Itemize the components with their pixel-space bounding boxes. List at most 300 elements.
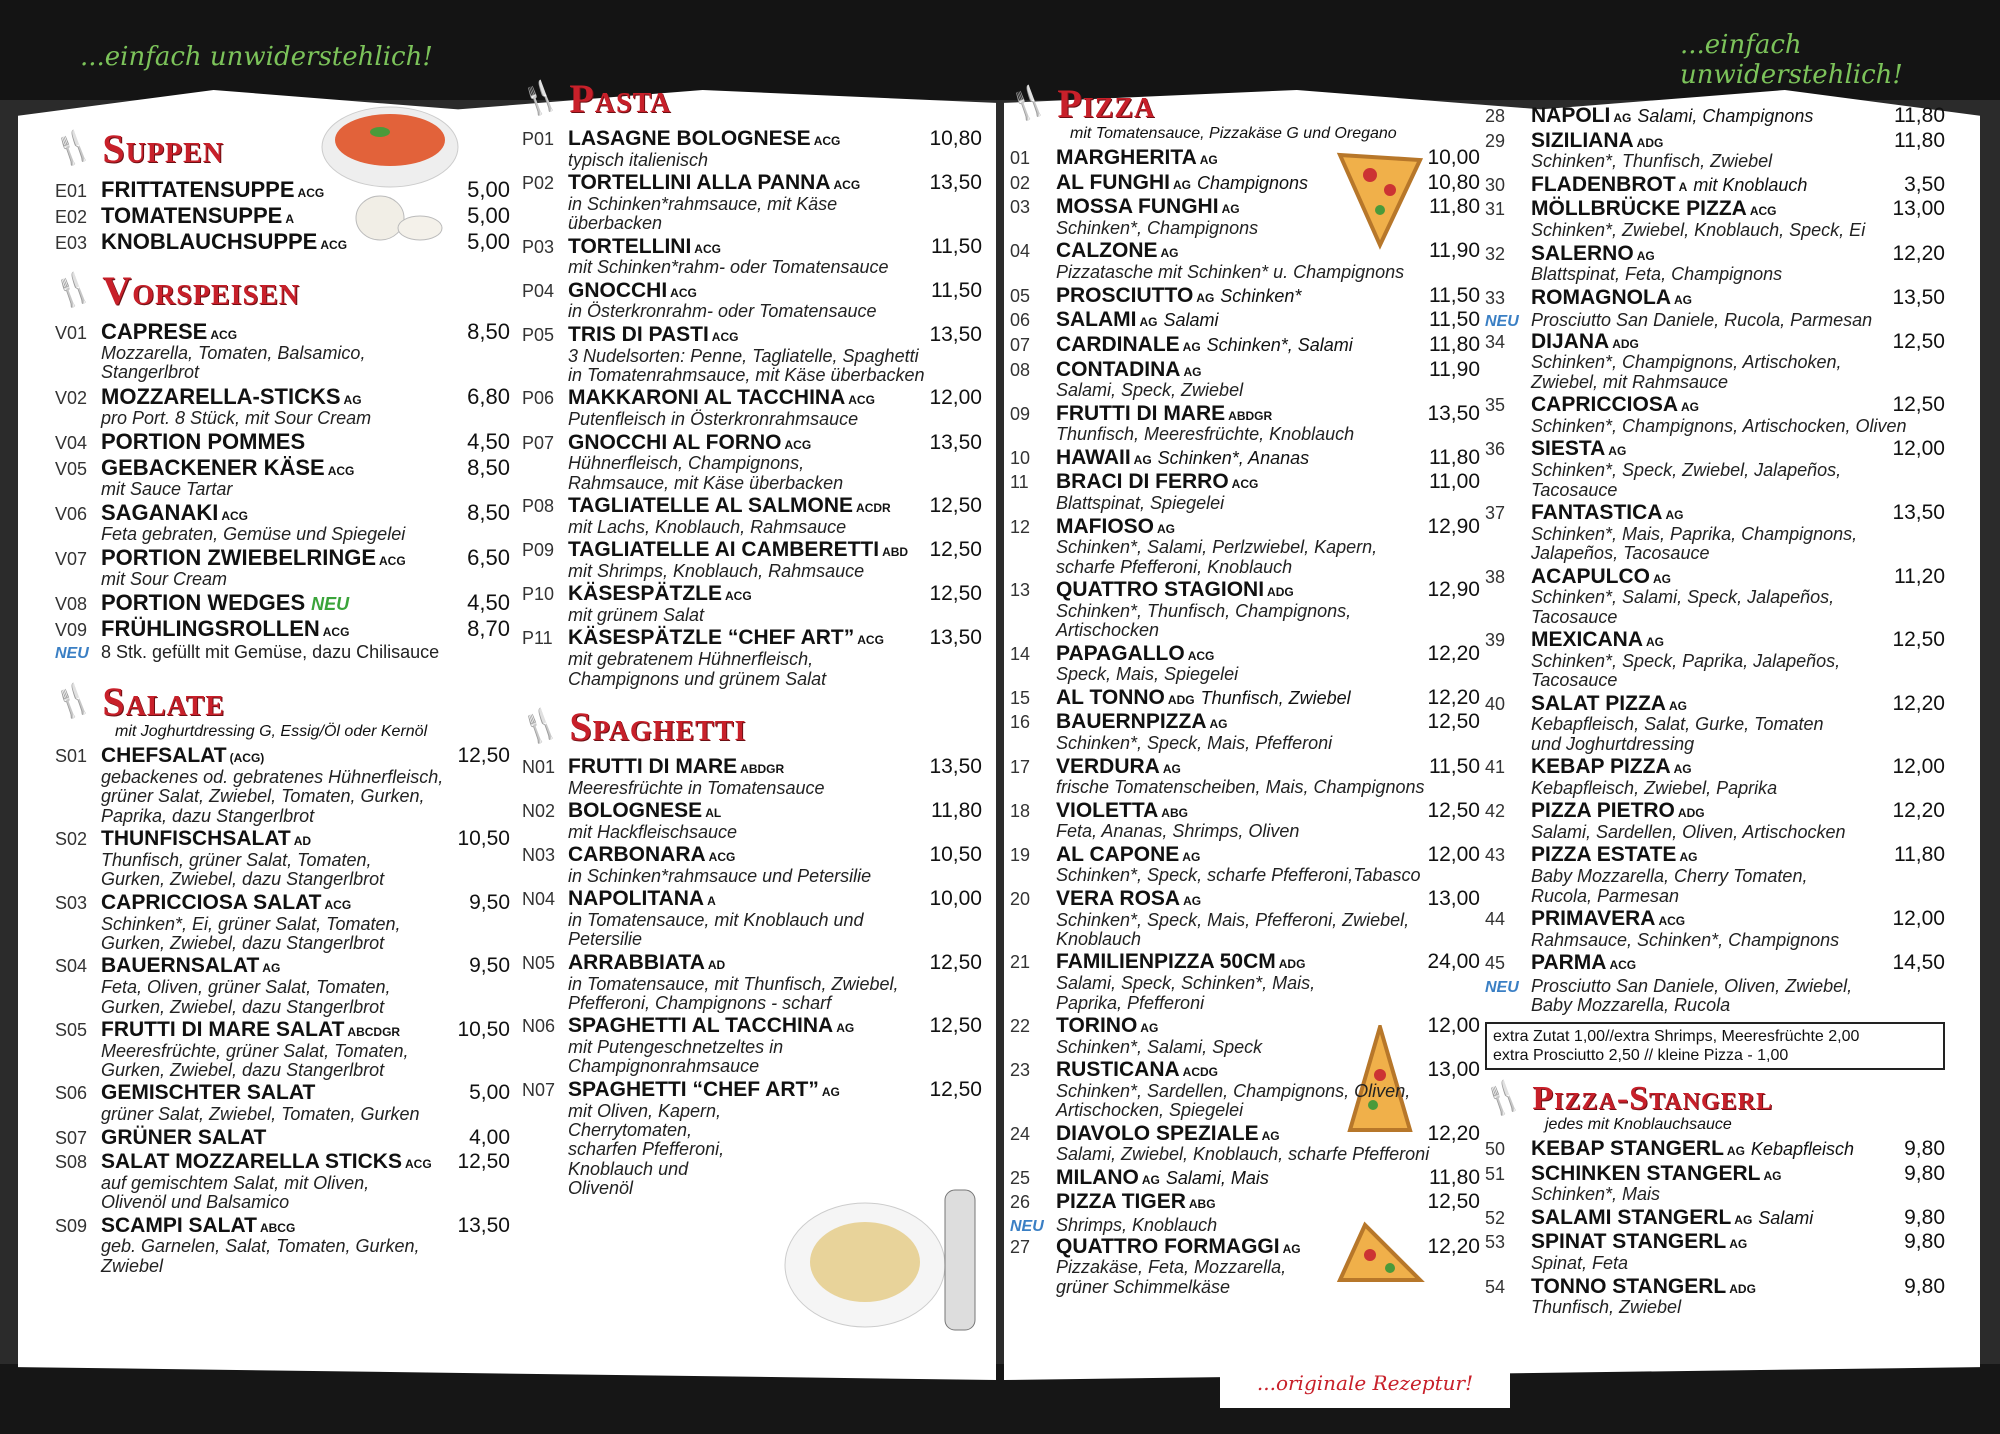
item-code: P06 bbox=[522, 388, 555, 409]
allergen-codes: ACG bbox=[711, 329, 739, 344]
allergen-codes: AG bbox=[836, 1021, 855, 1036]
item-price: 10,50 bbox=[457, 827, 510, 851]
cutlery-icon: 🍴 bbox=[1480, 1077, 1527, 1121]
item-price: 3,50 bbox=[1904, 172, 1945, 196]
allergen-codes: AG bbox=[1673, 762, 1692, 777]
menu-item-neu-note bbox=[55, 643, 510, 662]
item-price: 12,50 bbox=[1427, 1190, 1480, 1214]
item-name: SCAMPI SALAT bbox=[101, 1213, 257, 1237]
item-description: Thunfisch, Zwiebel bbox=[1531, 1297, 1682, 1318]
allergen-codes: ACG bbox=[210, 328, 238, 343]
menu-item-row bbox=[1010, 1191, 1480, 1214]
menu-item-row bbox=[55, 456, 510, 480]
item-description: Paprika, Pfefferoni bbox=[1056, 992, 1205, 1013]
item-name: VERA ROSA bbox=[1056, 886, 1181, 910]
item-price: 11,50 bbox=[931, 234, 982, 258]
item-description: mit grünem Salat bbox=[568, 604, 705, 625]
section-title: Salate bbox=[102, 679, 225, 725]
item-price: 12,50 bbox=[1427, 710, 1480, 734]
item-name: PROSCIUTTO bbox=[1056, 283, 1194, 307]
menu-item bbox=[1010, 711, 1480, 753]
item-code: 54 bbox=[1485, 1276, 1506, 1297]
section-header-salate bbox=[50, 678, 510, 725]
item-price: 13,50 bbox=[929, 626, 982, 650]
item-name: CAPRICCIOSA bbox=[1531, 393, 1679, 417]
item-price: 10,00 bbox=[1427, 146, 1480, 169]
item-name: ROMAGNOLA bbox=[1531, 285, 1671, 309]
item-price: 12,90 bbox=[1427, 514, 1480, 538]
menu-item bbox=[1010, 1123, 1480, 1165]
item-description: mit Putengeschnetzeltes in bbox=[568, 1037, 784, 1058]
col-pasta-spaghetti bbox=[517, 75, 982, 1201]
menu-item bbox=[1010, 196, 1480, 238]
allergen-codes: AG bbox=[1763, 1168, 1782, 1183]
item-description: Artischocken bbox=[1056, 620, 1160, 641]
item-description: Putenfleisch in Österkronrahmsauce bbox=[568, 409, 859, 430]
item-description: Salami, Zwiebel, Knoblauch, scharfe Pfefferoni bbox=[1056, 1144, 1430, 1165]
cutlery-icon: 🍴 bbox=[517, 76, 564, 121]
menu-item-row bbox=[522, 1079, 982, 1102]
item-description: Jalapeños, Tacosauce bbox=[1531, 543, 1710, 564]
item-price: 5,00 bbox=[469, 1081, 510, 1105]
item-description: Cherrytomaten, bbox=[568, 1120, 693, 1141]
item-price: 6,50 bbox=[467, 545, 510, 571]
menu-item-row bbox=[522, 844, 982, 867]
menu-item bbox=[55, 955, 510, 1017]
allergen-codes: AG bbox=[1183, 893, 1202, 908]
menu-item-row bbox=[1010, 711, 1480, 734]
menu-item bbox=[1485, 756, 1945, 798]
menu-item bbox=[1485, 243, 1945, 285]
menu-item bbox=[522, 324, 982, 386]
item-name: TORTELLINI ALLA PANNA bbox=[568, 171, 831, 195]
item-price: 11,50 bbox=[1429, 754, 1480, 778]
menu-item-row bbox=[1485, 566, 1945, 589]
menu-item-row bbox=[55, 1151, 510, 1174]
item-price: 12,20 bbox=[1892, 799, 1945, 823]
item-code: N01 bbox=[522, 756, 556, 777]
item-price: 11,90 bbox=[1429, 357, 1480, 381]
item-code: 19 bbox=[1010, 844, 1031, 865]
menu-item bbox=[1010, 240, 1480, 282]
allergen-codes: AG bbox=[1133, 452, 1152, 467]
neu-badge: NEU bbox=[55, 644, 89, 662]
item-inline-description: Salami bbox=[1163, 310, 1219, 331]
menu-item-row bbox=[1485, 287, 1945, 310]
item-description: grüner Schimmelkäse bbox=[1056, 1276, 1231, 1297]
menu-item-row bbox=[522, 128, 982, 151]
allergen-codes: ACG bbox=[322, 625, 350, 640]
allergen-codes: ACG bbox=[1231, 477, 1259, 492]
menu-item bbox=[522, 432, 982, 494]
item-price: 13,00 bbox=[1427, 1058, 1480, 1082]
item-description: mit Oliven, Kapern, bbox=[568, 1100, 722, 1121]
item-description: Rahmsauce, mit Käse überbacken bbox=[568, 472, 844, 493]
allergen-codes: AG bbox=[1726, 1143, 1745, 1158]
menu-item bbox=[1010, 844, 1480, 886]
item-name: CALZONE bbox=[1056, 239, 1158, 263]
item-code: P05 bbox=[522, 324, 555, 345]
item-name: KEBAP STANGERL bbox=[1531, 1136, 1724, 1160]
item-code: E03 bbox=[55, 232, 88, 253]
menu-item-neu-note bbox=[1010, 1216, 1480, 1235]
item-description: Kebapfleisch, Zwiebel, Paprika bbox=[1531, 777, 1778, 798]
item-code: 13 bbox=[1010, 580, 1031, 601]
menu-item-row bbox=[1485, 800, 1945, 823]
item-price: 10,00 bbox=[929, 887, 982, 911]
menu-item-neu-note bbox=[1485, 311, 1945, 330]
menu-item-row bbox=[1485, 1207, 1945, 1230]
menu-item bbox=[1010, 147, 1480, 170]
allergen-codes: ADG bbox=[1267, 585, 1294, 600]
menu-item-row bbox=[55, 828, 510, 851]
item-description: typisch italienisch bbox=[568, 149, 709, 170]
item-code: 34 bbox=[1485, 331, 1506, 352]
item-description: gebackenes od. gebratenes Hühnerfleisch, bbox=[101, 766, 444, 787]
item-code: V08 bbox=[55, 594, 88, 615]
item-code: 16 bbox=[1010, 712, 1031, 733]
allergen-codes: AD bbox=[293, 834, 312, 849]
menu-item bbox=[1010, 1191, 1480, 1214]
item-description: Kebapfleisch, Salat, Gurke, Tomaten bbox=[1531, 714, 1824, 735]
allergen-codes: ADG bbox=[1677, 806, 1705, 821]
menu-item-row bbox=[1485, 844, 1945, 867]
item-code: 22 bbox=[1010, 1015, 1031, 1036]
menu-item bbox=[55, 546, 510, 589]
col-pizza-stangerl bbox=[1480, 104, 1945, 1320]
item-description: Olivenöl und Balsamico bbox=[101, 1192, 290, 1213]
item-name: FANTASTICA bbox=[1531, 500, 1663, 524]
menu-item bbox=[522, 128, 982, 170]
item-code: 12 bbox=[1010, 516, 1031, 537]
item-name: SAGANAKI bbox=[101, 500, 219, 525]
allergen-codes: AG bbox=[1199, 153, 1218, 167]
item-name: LASAGNE BOLOGNESE bbox=[568, 127, 811, 150]
item-code: S07 bbox=[55, 1127, 88, 1148]
menu-item-row bbox=[522, 756, 982, 779]
item-code: V01 bbox=[55, 323, 88, 344]
item-code: 40 bbox=[1485, 693, 1506, 714]
item-inline-description: mit Knoblauch bbox=[1693, 174, 1808, 195]
allergen-codes: AG bbox=[1182, 339, 1201, 354]
item-description: Meeresfrüchte, grüner Salat, Tomaten, bbox=[101, 1040, 409, 1061]
menu-item bbox=[1485, 105, 1945, 128]
allergen-codes: ACG bbox=[1658, 913, 1686, 928]
item-description: Gurken, Zwiebel, dazu Stangerlbrot bbox=[101, 996, 385, 1017]
menu-item-row bbox=[55, 430, 510, 454]
allergen-codes: AG bbox=[1183, 364, 1202, 379]
item-price: 12,50 bbox=[929, 1014, 982, 1038]
item-code: P08 bbox=[522, 496, 555, 517]
item-description: mit Lachs, Knoblauch, Rahmsauce bbox=[568, 516, 847, 537]
menu-item bbox=[522, 800, 982, 842]
allergen-codes: AG bbox=[1157, 521, 1175, 536]
item-price: 13,50 bbox=[929, 754, 982, 778]
menu-item-row bbox=[1010, 240, 1480, 263]
allergen-codes: ACG bbox=[694, 241, 721, 256]
item-name: RUSTICANA bbox=[1056, 1058, 1180, 1082]
item-code: V06 bbox=[55, 504, 88, 524]
item-description: Schinken*, Speck, Mais, Pfefferoni, Zwiebel, bbox=[1056, 909, 1410, 930]
item-code: P01 bbox=[522, 129, 555, 149]
item-name: VIOLETTA bbox=[1056, 798, 1159, 822]
menu-item bbox=[1010, 951, 1480, 1013]
item-price: 13,50 bbox=[929, 171, 982, 195]
item-price: 12,20 bbox=[1427, 1121, 1480, 1145]
item-description: Rahmsauce, Schinken*, Champignons bbox=[1531, 929, 1840, 950]
item-code: P11 bbox=[522, 628, 553, 649]
allergen-codes: ACG bbox=[1187, 648, 1215, 663]
allergen-codes: ACDG bbox=[1182, 1065, 1219, 1080]
item-name: SPINAT STANGERL bbox=[1531, 1230, 1727, 1254]
item-code: S05 bbox=[55, 1019, 88, 1040]
item-description: Salami, Sardellen, Oliven, Artischocken bbox=[1531, 821, 1846, 842]
item-name: PIZZA TIGER bbox=[1056, 1190, 1186, 1214]
item-inline-description: Salami, Mais bbox=[1165, 1167, 1269, 1188]
menu-item bbox=[1485, 629, 1945, 691]
item-code: 50 bbox=[1485, 1138, 1506, 1159]
menu-item bbox=[1010, 309, 1480, 332]
allergen-codes: AG bbox=[1172, 177, 1191, 192]
item-code: 35 bbox=[1485, 395, 1506, 416]
allergen-codes: ABDGR bbox=[740, 761, 785, 776]
menu-item bbox=[1485, 566, 1945, 628]
item-code: S01 bbox=[55, 746, 88, 767]
item-description: Schinken*, Thunfisch, Zwiebel bbox=[1531, 151, 1773, 172]
item-name: MÖLLBRÜCKE PIZZA bbox=[1531, 197, 1747, 221]
menu-item-row bbox=[1485, 756, 1945, 779]
item-name: SALAMI STANGERL bbox=[1531, 1205, 1732, 1229]
section-title: Spaghetti bbox=[569, 703, 747, 749]
section-header-pizza bbox=[1005, 80, 1480, 127]
item-code: 04 bbox=[1010, 241, 1031, 262]
item-code: N07 bbox=[522, 1079, 556, 1100]
allergen-codes: ABDGR bbox=[1228, 408, 1273, 423]
item-name: KÄSESPÄTZLE bbox=[568, 582, 723, 606]
item-code: P10 bbox=[522, 584, 555, 605]
item-code: 17 bbox=[1010, 756, 1031, 777]
item-description: Schinken*, Salami, Perlzwiebel, Kapern, bbox=[1056, 537, 1378, 558]
item-price: 12,50 bbox=[1892, 329, 1945, 353]
item-description: Schinken*, Champignons bbox=[1056, 218, 1259, 239]
menu-item-row bbox=[1485, 502, 1945, 525]
item-inline-description: Schinken* bbox=[1220, 285, 1302, 306]
item-description: frische Tomatenscheiben, Mais, Champignons bbox=[1056, 777, 1425, 798]
item-description: Champignonrahmsauce bbox=[568, 1056, 760, 1077]
item-inline-description: Thunfisch, Zwiebel bbox=[1200, 687, 1351, 708]
item-description: Feta gebraten, Gemüse und Spiegelei bbox=[101, 523, 406, 544]
item-description: Pizzakäse, Feta, Mozzarella, bbox=[1056, 1257, 1287, 1278]
menu-item-row bbox=[1485, 130, 1945, 153]
item-description: Gurken, Zwiebel, dazu Stangerlbrot bbox=[101, 932, 385, 953]
item-description: Schinken*, Ei, grüner Salat, Tomaten, bbox=[101, 913, 401, 934]
allergen-codes: ACG bbox=[833, 178, 861, 193]
item-price: 12,50 bbox=[929, 494, 982, 518]
item-description: Zwiebel, mit Rahmsauce bbox=[1531, 371, 1729, 392]
item-price: 11,50 bbox=[931, 278, 982, 302]
item-name: TORINO bbox=[1056, 1013, 1138, 1037]
item-code: 10 bbox=[1010, 447, 1031, 468]
item-description: Prosciutto San Daniele, Rucola, Parmesan bbox=[1531, 310, 1873, 331]
menu-item bbox=[1485, 502, 1945, 564]
item-name: THUNFISCHSALAT bbox=[101, 827, 291, 851]
menu-item bbox=[1010, 1167, 1480, 1190]
menu-item-row bbox=[1010, 1236, 1480, 1259]
item-inline-description: Schinken*, Ananas bbox=[1157, 447, 1310, 468]
item-name: BOLOGNESE bbox=[568, 799, 703, 823]
allergen-codes: AG bbox=[1221, 202, 1240, 217]
item-code: P03 bbox=[522, 236, 555, 257]
item-description: Prosciutto San Daniele, Oliven, Zwiebel, bbox=[1531, 975, 1853, 996]
slogan-left: ...einfach unwiderstehlich! bbox=[80, 42, 433, 72]
section-subtitle: mit Joghurtdressing G, Essig/Öl oder Kernöl bbox=[115, 723, 428, 741]
menu-item bbox=[55, 617, 510, 641]
menu-item-row bbox=[1010, 403, 1480, 426]
menu-item bbox=[1010, 447, 1480, 470]
allergen-codes: AG bbox=[821, 1084, 840, 1099]
item-name: TOMATENSUPPE bbox=[101, 202, 283, 228]
item-code: 26 bbox=[1010, 1192, 1031, 1213]
menu-item-row bbox=[522, 1015, 982, 1038]
item-name: SCHINKEN STANGERL bbox=[1531, 1161, 1761, 1185]
menu-item bbox=[55, 745, 510, 826]
allergen-codes: AG bbox=[1261, 1128, 1280, 1143]
allergen-codes: AG bbox=[1636, 248, 1655, 263]
menu-item-row bbox=[1485, 1231, 1945, 1254]
item-code: 06 bbox=[1010, 310, 1031, 331]
allergen-codes: ADG bbox=[1729, 1281, 1756, 1296]
menu-item bbox=[1010, 403, 1480, 445]
menu-item bbox=[55, 385, 510, 428]
menu-item-row bbox=[1485, 311, 1945, 330]
item-code: V07 bbox=[55, 549, 88, 570]
item-code: 31 bbox=[1485, 199, 1506, 220]
allergen-codes: ABCG bbox=[259, 1220, 296, 1235]
menu-item-row bbox=[1010, 359, 1480, 382]
menu-item-row bbox=[1485, 1138, 1945, 1161]
allergen-codes: AG bbox=[1139, 315, 1158, 330]
item-price: 12,20 bbox=[1892, 691, 1945, 715]
section-title: Pasta bbox=[569, 76, 672, 121]
menu-item bbox=[522, 844, 982, 886]
allergen-codes: AG bbox=[1141, 1172, 1160, 1187]
item-code: V05 bbox=[55, 458, 88, 479]
allergen-codes: ABCDGR bbox=[347, 1024, 401, 1039]
item-description: mit Sauce Tartar bbox=[101, 478, 233, 499]
menu-item-row bbox=[1485, 394, 1945, 417]
item-name: TONNO STANGERL bbox=[1531, 1274, 1727, 1298]
allergen-codes: ACG bbox=[324, 897, 352, 912]
allergen-codes: ACG bbox=[404, 1157, 432, 1172]
item-name: PIZZA ESTATE bbox=[1531, 843, 1677, 867]
item-price: 11,80 bbox=[1894, 128, 1945, 152]
item-name: PORTION WEDGES bbox=[101, 590, 306, 616]
section-header-suppen bbox=[50, 125, 510, 172]
item-code: 15 bbox=[1010, 687, 1031, 708]
item-description: Schinken*, Salami, Speck, Jalapeños, bbox=[1531, 587, 1835, 608]
item-price: 12,50 bbox=[1892, 393, 1945, 417]
item-name: TAGLIATELLE AL SALMONE bbox=[568, 494, 854, 518]
item-code: S08 bbox=[55, 1152, 88, 1173]
item-code: 03 bbox=[1010, 197, 1031, 218]
item-description: Schinken*, Salami, Speck bbox=[1056, 1036, 1263, 1057]
item-price: 12,50 bbox=[929, 582, 982, 606]
section-header-stangerl bbox=[1480, 1077, 1945, 1121]
item-description: in Schinken*rahmsauce, mit Käse bbox=[568, 193, 838, 214]
allergen-codes: A bbox=[707, 894, 716, 909]
item-description: Schinken*, Sardellen, Champignons, Oliven, bbox=[1056, 1080, 1411, 1101]
menu-item bbox=[55, 828, 510, 890]
menu-item-row bbox=[522, 888, 982, 911]
item-description: Schinken*, Champignons, Artischoken, bbox=[1531, 352, 1842, 373]
item-name: MEXICANA bbox=[1531, 628, 1644, 652]
item-price: 12,50 bbox=[1892, 628, 1945, 652]
item-description: Artischocken, Spiegelei bbox=[1056, 1100, 1244, 1121]
item-price: 12,50 bbox=[457, 1150, 510, 1174]
item-code: P02 bbox=[522, 173, 555, 194]
item-price: 12,00 bbox=[1427, 1013, 1480, 1037]
allergen-codes: A bbox=[285, 211, 294, 226]
allergen-codes: ACG bbox=[320, 237, 348, 252]
menu-item bbox=[55, 178, 510, 202]
item-price: 12,20 bbox=[1892, 241, 1945, 265]
item-description: Gurken, Zwiebel, dazu Stangerlbrot bbox=[101, 1060, 385, 1081]
menu-item bbox=[1010, 471, 1480, 513]
item-price: 14,50 bbox=[1892, 951, 1945, 975]
menu-item-row bbox=[1485, 977, 1945, 996]
allergen-codes: AG bbox=[1613, 111, 1632, 125]
item-price: 13,50 bbox=[1892, 285, 1945, 309]
item-code: 23 bbox=[1010, 1060, 1031, 1081]
item-code: 41 bbox=[1485, 757, 1506, 778]
item-description: Schinken*, Champignons, Artischocken, Oliven bbox=[1531, 416, 1907, 436]
item-code: 18 bbox=[1010, 800, 1031, 821]
allergen-codes: AG bbox=[343, 392, 362, 407]
item-code: 09 bbox=[1010, 403, 1031, 424]
allergen-codes: AG bbox=[1160, 246, 1179, 261]
item-price: 9,80 bbox=[1904, 1205, 1945, 1229]
menu-item-row bbox=[1485, 693, 1945, 716]
item-price: 13,50 bbox=[929, 430, 982, 454]
item-name: MAKKARONI AL TACCHINA bbox=[568, 386, 846, 410]
allergen-codes: AG bbox=[1182, 849, 1201, 864]
menu-item bbox=[1010, 359, 1480, 401]
item-price: 5,00 bbox=[467, 202, 510, 228]
item-code: S06 bbox=[55, 1083, 88, 1104]
item-name: CHEFSALAT bbox=[101, 744, 227, 768]
item-code: 51 bbox=[1485, 1163, 1506, 1184]
item-description: 3 Nudelsorten: Penne, Tagliatelle, Spaghetti bbox=[568, 345, 919, 366]
item-code: 28 bbox=[1485, 106, 1506, 126]
menu-item-row bbox=[55, 892, 510, 915]
menu-item bbox=[1485, 908, 1945, 950]
menu-item-row bbox=[55, 617, 510, 641]
menu-item bbox=[1010, 579, 1480, 641]
item-name: ARRABBIATA bbox=[568, 950, 705, 974]
allergen-codes: ABG bbox=[1161, 805, 1188, 820]
item-name: PIZZA PIETRO bbox=[1531, 799, 1675, 823]
item-price: 11,80 bbox=[1429, 195, 1480, 219]
item-name: AL CAPONE bbox=[1056, 842, 1180, 866]
menu-item-row bbox=[55, 745, 510, 768]
cutlery-icon: 🍴 bbox=[50, 679, 97, 724]
item-code: V09 bbox=[55, 620, 88, 641]
item-name: TAGLIATELLE AI CAMBERETTI bbox=[568, 538, 880, 562]
item-code: N06 bbox=[522, 1016, 556, 1037]
allergen-codes: AG bbox=[1646, 635, 1665, 650]
menu-item bbox=[1010, 285, 1480, 308]
item-description: mit gebratenem Hühnerfleisch, bbox=[568, 649, 814, 670]
